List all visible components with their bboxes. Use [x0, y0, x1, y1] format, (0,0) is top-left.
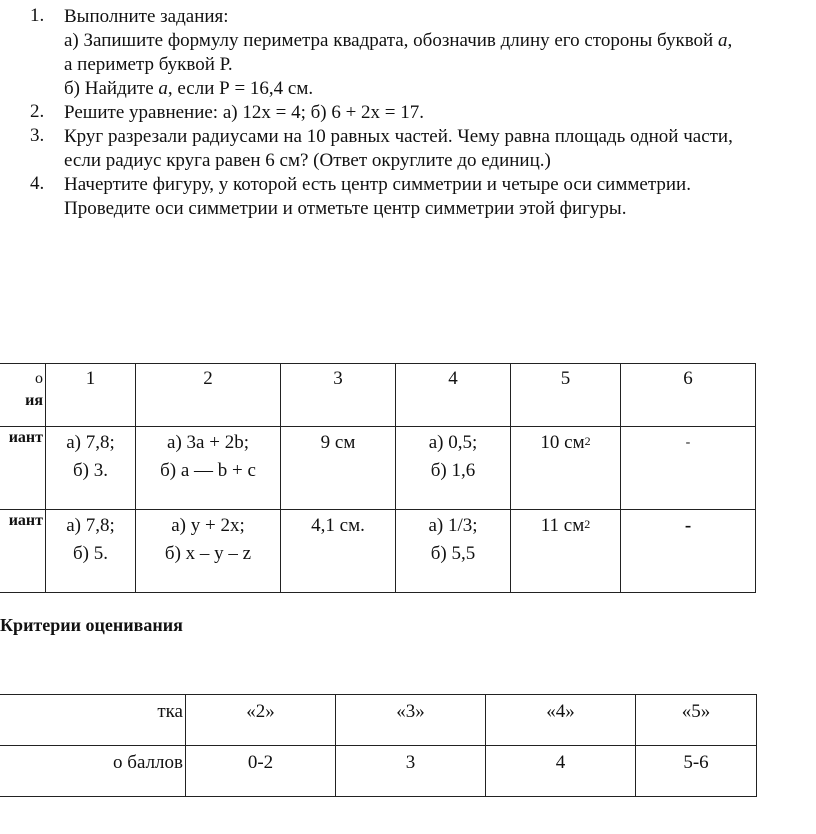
points-cell: 0-2	[186, 746, 336, 797]
points-row	[0, 746, 757, 797]
row-label: о баллов	[0, 746, 186, 797]
header-cell: 5	[511, 364, 621, 427]
task-text-line2: Проведите оси симметрии и отметьте центр симметрии этой фигуры.	[64, 198, 627, 219]
variable-a: а	[158, 78, 168, 99]
header-cell: 6	[621, 364, 756, 427]
grade-cell: «5»	[636, 695, 757, 746]
grade-cell: «4»	[486, 695, 636, 746]
table-cell: -	[621, 427, 756, 510]
header-cell: о ия	[0, 364, 46, 427]
header-cell: 1	[46, 364, 136, 427]
task-text: Решите уравнение: а) 12х = 4; б) 6 + 2х = 17.	[64, 102, 425, 123]
grade-cell: «3»	[336, 695, 486, 746]
grading-header-row	[0, 695, 757, 746]
table-cell: -	[621, 510, 756, 593]
table-row	[0, 427, 756, 510]
grade-cell: «2»	[186, 695, 336, 746]
points-cell: 4	[486, 746, 636, 797]
table-cell: а) 7,8; б) 3.	[46, 427, 136, 510]
table-cell: а) у + 2х; б) х – у – z	[136, 510, 281, 593]
points-cell: 3	[336, 746, 486, 797]
task-1a-line2: а периметр буквой Р.	[64, 54, 233, 75]
table-row	[0, 510, 756, 593]
table-cell: 11 $см^2$	[511, 510, 621, 593]
task-number: 2.	[30, 101, 45, 122]
table-cell: а) 0,5; б) 1,6	[396, 427, 511, 510]
header-cell: 4	[396, 364, 511, 427]
row-label: иант	[0, 510, 46, 593]
row-label: иант	[0, 427, 46, 510]
table-cell: 9 см	[281, 427, 396, 510]
header-cell: тка	[0, 695, 186, 746]
header-cell: 3	[281, 364, 396, 427]
task-1b: б) Найдите а, если Р = 16,4 см.	[64, 78, 314, 99]
task-number: 4.	[30, 173, 45, 194]
table-cell: 4,1 см.	[281, 510, 396, 593]
task-text-line1: Круг разрезали радиусами на 10 равных частей. Чему равна площадь одной части,	[64, 126, 733, 147]
task-1a-line1: а) Запишите формулу периметра квадрата, обозначив длину его стороны буквой а,	[64, 30, 733, 51]
answers-table	[0, 363, 756, 593]
criteria-title: Критерии оценивания	[0, 615, 183, 635]
task-number: 1.	[30, 5, 45, 26]
task-text-line1: Начертите фигуру, у которой есть центр симметрии и четыре оси симметрии.	[64, 174, 691, 195]
grading-table	[0, 694, 757, 797]
table-header-row	[0, 364, 756, 427]
table-cell: а) 1/3; б) 5,5	[396, 510, 511, 593]
variable-a: а	[717, 30, 728, 51]
header-cell: 2	[136, 364, 281, 427]
table-cell: а) 7,8; б) 5.	[46, 510, 136, 593]
points-cell: 5-6	[636, 746, 757, 797]
task-title: Выполните задания:	[64, 6, 229, 27]
table-cell: 10 $см^2$	[511, 427, 621, 510]
task-text-line2: если радиус круга равен 6 см? (Ответ округлите до единиц.)	[64, 150, 551, 171]
task-number: 3.	[30, 125, 45, 146]
table-cell: а) 3а + 2b; б) а — b + с	[136, 427, 281, 510]
